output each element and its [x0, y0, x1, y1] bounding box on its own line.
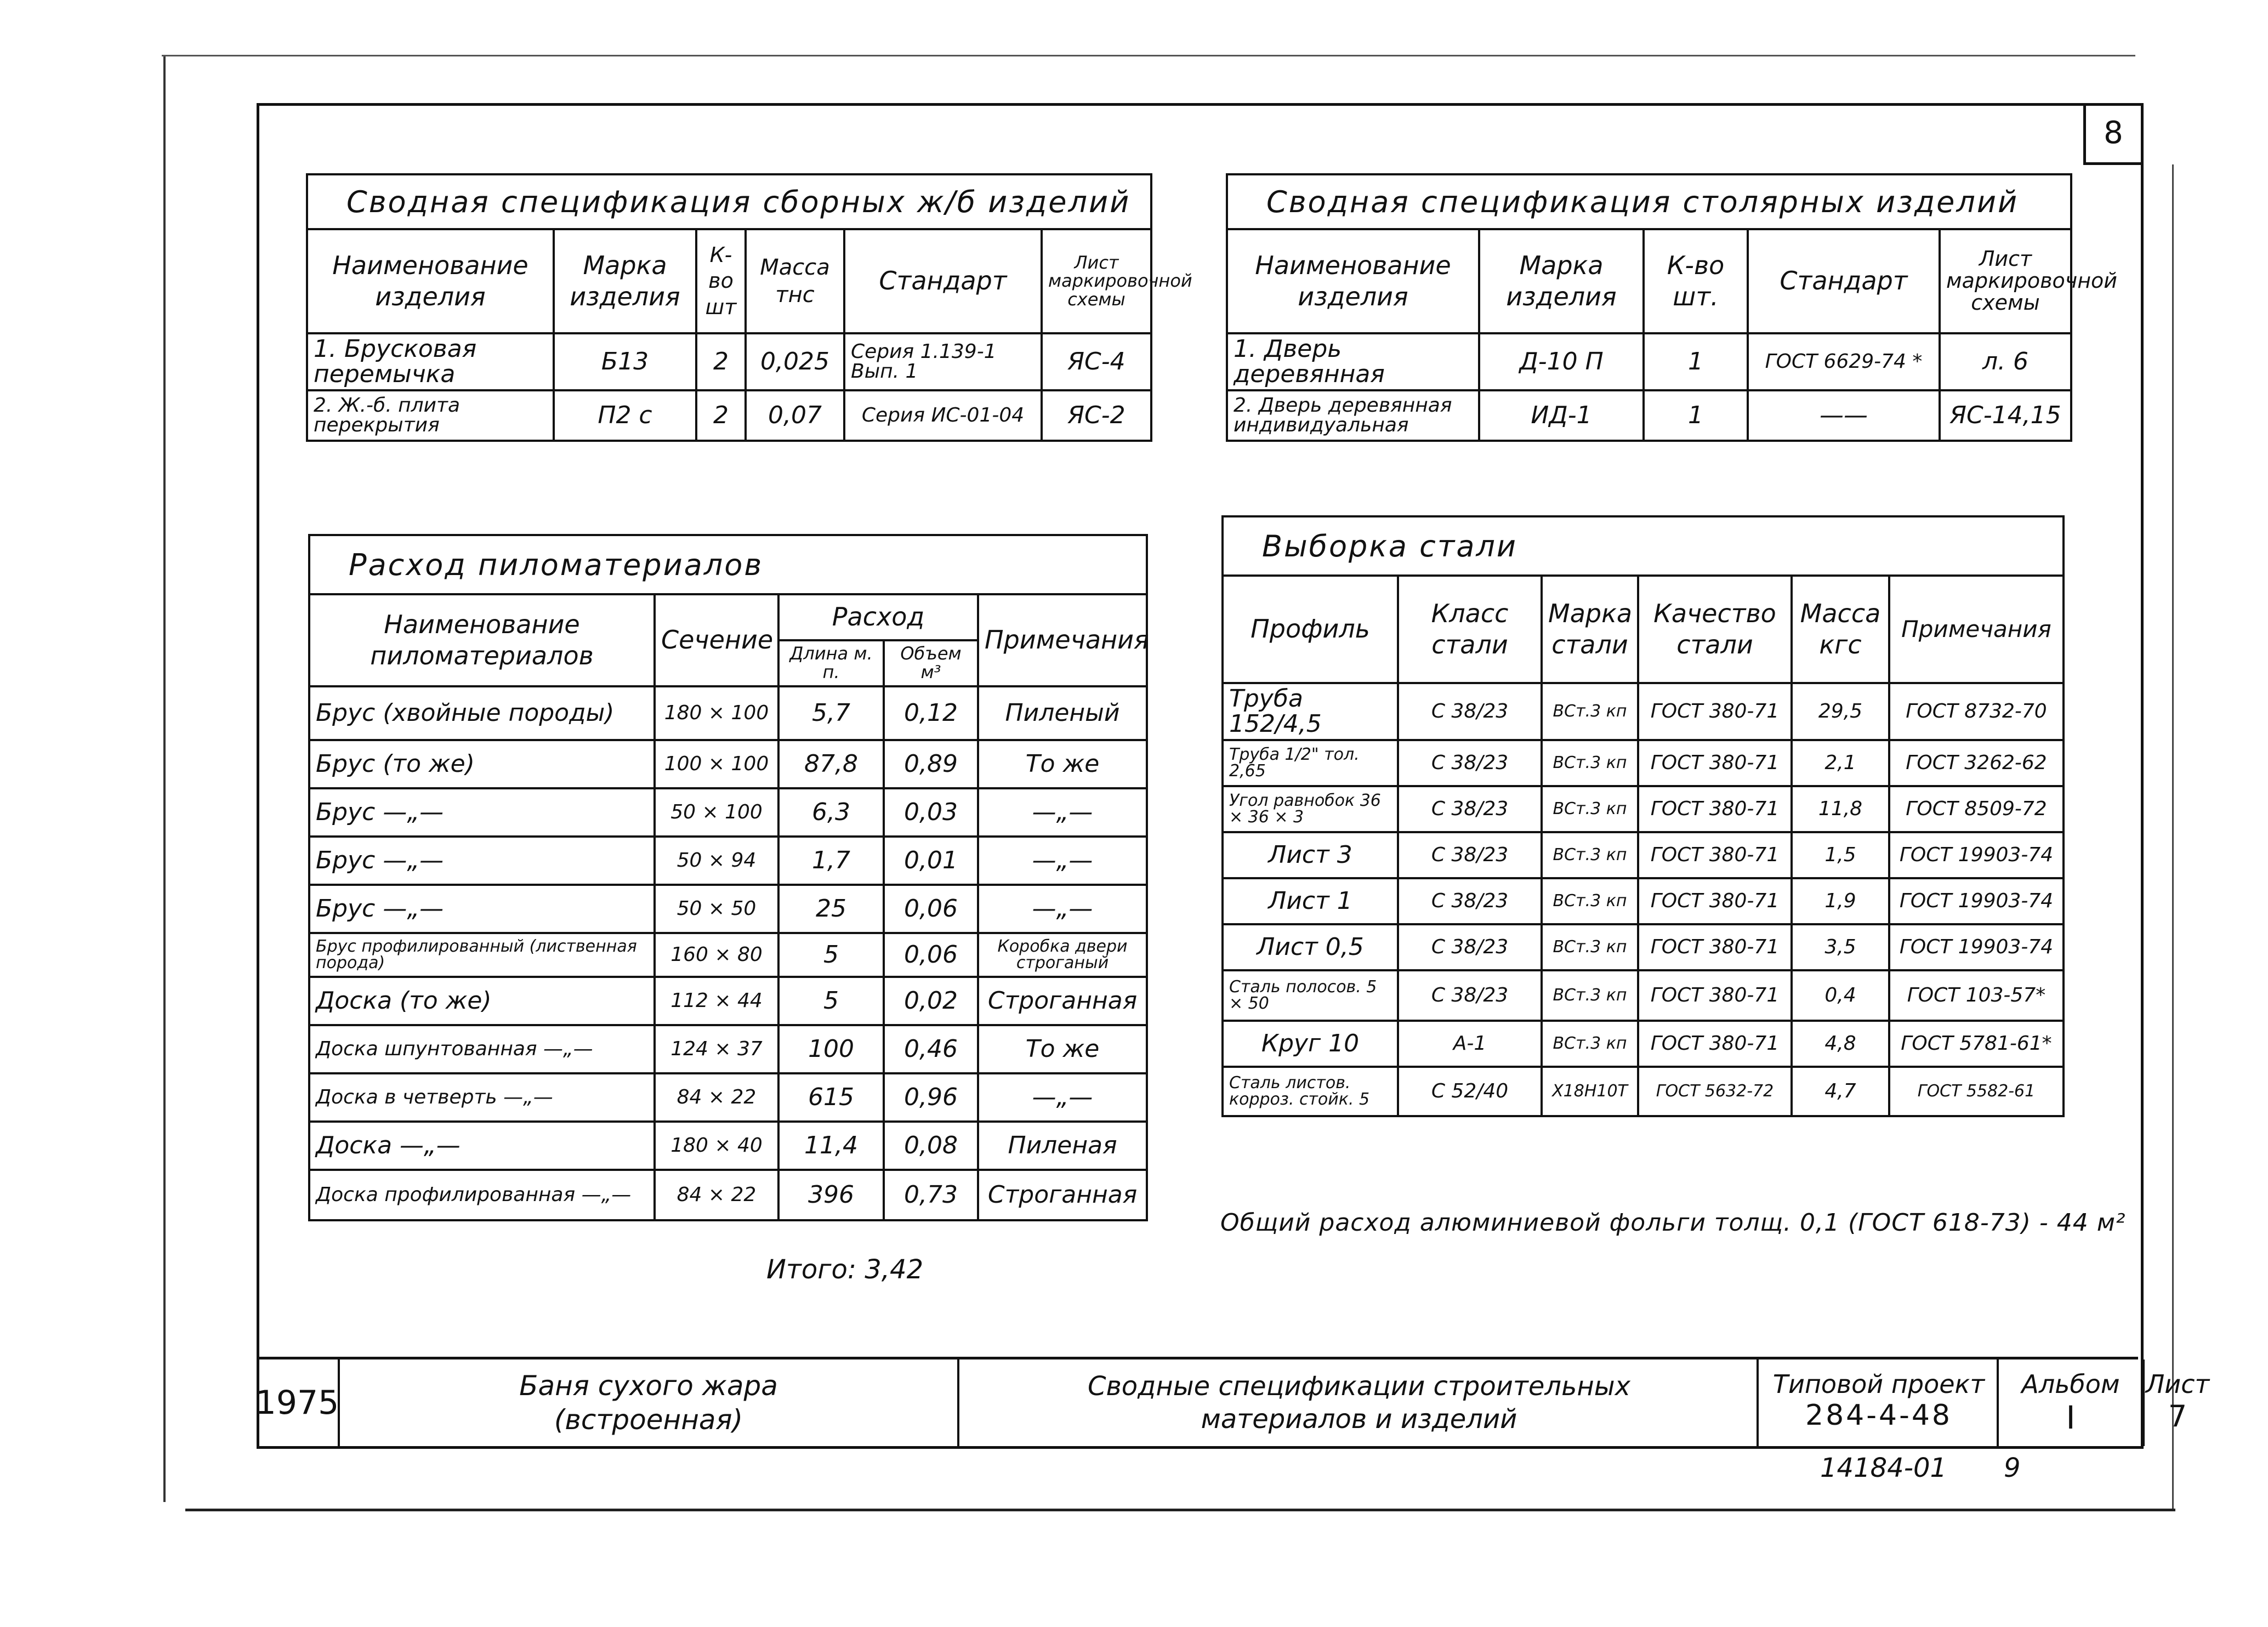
joinery-h-sheet: Лист маркировочной схемы	[1940, 229, 2071, 333]
table-row	[1223, 1067, 2064, 1116]
cell: ——	[1748, 390, 1940, 441]
cell: 2. Ж.-б. плита перекрытия	[307, 390, 554, 441]
cell: ВСт.3 кп	[1542, 740, 1638, 786]
table-row	[1227, 333, 2071, 390]
joinery-h-qty: К-во шт.	[1644, 229, 1748, 333]
cell: Брус —„—	[309, 837, 655, 885]
cell: —„—	[978, 1073, 1147, 1122]
cell: 25	[778, 885, 884, 933]
steel-title: Выборка стали	[1223, 516, 2064, 576]
title-block-sheet	[2145, 1359, 2210, 1446]
lumber-h-note: Примечания	[978, 594, 1147, 686]
cell: 1	[1644, 333, 1748, 390]
cell: ГОСТ 380-71	[1638, 740, 1792, 786]
cell: С 38/23	[1398, 683, 1542, 740]
lumber-title: Расход пиломатериалов	[309, 535, 1147, 594]
table-row	[1223, 832, 2064, 878]
table-row	[307, 390, 1151, 441]
cell: 180 × 100	[655, 686, 778, 740]
cell: ГОСТ 6629-74 *	[1748, 333, 1940, 390]
cell: 4,7	[1792, 1067, 1889, 1116]
cell: 2. Дверь деревянная индивидуальная	[1227, 390, 1479, 441]
cell: ГОСТ 380-71	[1638, 878, 1792, 924]
cell: —„—	[978, 837, 1147, 885]
album-value: I	[2066, 1399, 2076, 1436]
cell: 84 × 22	[655, 1073, 778, 1122]
table-row	[309, 1025, 1147, 1073]
project-number: 284-4-48	[1805, 1399, 1953, 1432]
cell: Строганная	[978, 977, 1147, 1025]
cell: ВСт.3 кп	[1542, 1021, 1638, 1067]
steel-h-profile: Профиль	[1223, 576, 1398, 683]
cell: С 38/23	[1398, 832, 1542, 878]
cell: С 38/23	[1398, 878, 1542, 924]
lumber-h-name: Наименование пиломатериалов	[309, 594, 655, 686]
top-border-line	[162, 55, 2135, 56]
cell: 0,12	[884, 686, 978, 740]
table-row	[309, 788, 1147, 837]
cell: 50 × 50	[655, 885, 778, 933]
cell: ГОСТ 103-57*	[1889, 970, 2064, 1021]
cell: Лист 1	[1223, 878, 1398, 924]
lumber-h-length: Длина м. п.	[778, 640, 884, 686]
cell: 396	[778, 1170, 884, 1220]
joinery-title: Сводная спецификация столярных изделий	[1227, 174, 2071, 229]
cell: 1,5	[1792, 832, 1889, 878]
cell: 11,4	[778, 1122, 884, 1170]
cell: —„—	[978, 885, 1147, 933]
cell: Доска —„—	[309, 1122, 655, 1170]
cell: ГОСТ 380-71	[1638, 970, 1792, 1021]
cell: 0,025	[746, 333, 844, 390]
lumber-h-section: Сечение	[655, 594, 778, 686]
precast-h-standard: Стандарт	[844, 229, 1042, 333]
table-row	[307, 333, 1151, 390]
table-row	[1223, 683, 2064, 740]
cell: ГОСТ 5781-61*	[1889, 1021, 2064, 1067]
table-row	[309, 1073, 1147, 1122]
steel-h-note: Примечания	[1889, 576, 2064, 683]
sheet-value: 7	[2168, 1399, 2187, 1433]
cell: То же	[978, 1025, 1147, 1073]
cell: 0,07	[746, 390, 844, 441]
joinery-h-name: Наименование изделия	[1227, 229, 1479, 333]
cell: —„—	[978, 788, 1147, 837]
cell: ВСт.3 кп	[1542, 878, 1638, 924]
cell: 160 × 80	[655, 933, 778, 977]
cell: 2	[696, 390, 746, 441]
lumber-total: Итого: 3,42	[766, 1254, 924, 1285]
cell: Доска профилированная —„—	[309, 1170, 655, 1220]
cell: Брус (хвойные породы)	[309, 686, 655, 740]
cell: То же	[978, 740, 1147, 788]
steel-h-class: Класс стали	[1398, 576, 1542, 683]
steel-h-mark: Марка стали	[1542, 576, 1638, 683]
archive-number: 14184-01	[1820, 1453, 1947, 1483]
cell: 1,9	[1792, 878, 1889, 924]
precast-h-sheet: Лист маркировочной схемы	[1042, 229, 1151, 333]
cell: 180 × 40	[655, 1122, 778, 1170]
title-block-description: Сводные спецификации строительных материалов и изделий	[962, 1359, 1759, 1446]
table-row	[1223, 740, 2064, 786]
table-row	[309, 933, 1147, 977]
cell: 0,96	[884, 1073, 978, 1122]
cell: С 38/23	[1398, 740, 1542, 786]
table-row	[1227, 390, 2071, 441]
cell: Брус профилированный (лиственная порода)	[309, 933, 655, 977]
cell: П2 с	[554, 390, 696, 441]
cell: ГОСТ 380-71	[1638, 924, 1792, 970]
cell: Угол равнобок 36 × 36 × 3	[1223, 786, 1398, 832]
precast-h-qty: К-во шт	[696, 229, 746, 333]
cell: 3,5	[1792, 924, 1889, 970]
cell: 0,06	[884, 885, 978, 933]
cell: ЯС-4	[1042, 333, 1151, 390]
title-block-project	[1761, 1359, 1999, 1446]
lumber-h-consumption: Расход	[778, 594, 978, 640]
cell: 84 × 22	[655, 1170, 778, 1220]
cell: ЯС-2	[1042, 390, 1151, 441]
table-row	[1223, 970, 2064, 1021]
cell: 0,01	[884, 837, 978, 885]
cell: Круг 10	[1223, 1021, 1398, 1067]
cell: ГОСТ 8509-72	[1889, 786, 2064, 832]
table-row	[309, 977, 1147, 1025]
cell: 5,7	[778, 686, 884, 740]
cell: Коробка двери строганый	[978, 933, 1147, 977]
lumber-h-volume: Объем м³	[884, 640, 978, 686]
table-row	[309, 1122, 1147, 1170]
cell: 0,06	[884, 933, 978, 977]
cell: ВСт.3 кп	[1542, 832, 1638, 878]
foil-note: Общий расход алюминиевой фольги толщ. 0,1 (ГОСТ 618-73) - 44 м²	[1220, 1209, 2126, 1237]
cell: ВСт.3 кп	[1542, 683, 1638, 740]
table-row	[1223, 878, 2064, 924]
cell: ГОСТ 8732-70	[1889, 683, 2064, 740]
album-label: Альбом	[2021, 1369, 2120, 1399]
cell: Б13	[554, 333, 696, 390]
cell: ГОСТ 19903-74	[1889, 878, 2064, 924]
cell: С 38/23	[1398, 924, 1542, 970]
steel-table	[1221, 515, 2065, 1117]
cell: 615	[778, 1073, 884, 1122]
cell: Х18Н10Т	[1542, 1067, 1638, 1116]
cell: 50 × 94	[655, 837, 778, 885]
cell: ГОСТ 5632-72	[1638, 1067, 1792, 1116]
precast-h-name: Наименование изделия	[307, 229, 554, 333]
cell: Сталь листов. корроз. стойк. 5	[1223, 1067, 1398, 1116]
table-row	[1223, 924, 2064, 970]
table-row	[309, 740, 1147, 788]
cell: Доска в четверть —„—	[309, 1073, 655, 1122]
cell: 5	[778, 977, 884, 1025]
sheet-label: Лист	[2145, 1369, 2210, 1399]
table-row	[1223, 786, 2064, 832]
joinery-h-mark: Марка изделия	[1479, 229, 1644, 333]
cell: 87,8	[778, 740, 884, 788]
cell: 6,3	[778, 788, 884, 837]
binding-line	[163, 55, 166, 1502]
cell: 1. Дверь деревянная	[1227, 333, 1479, 390]
precast-spec-table	[306, 173, 1192, 442]
table-row	[1223, 1021, 2064, 1067]
cell: 124 × 37	[655, 1025, 778, 1073]
cell: 100	[778, 1025, 884, 1073]
cell: 1. Брусковая перемычка	[307, 333, 554, 390]
cell: Доска шпунтованная —„—	[309, 1025, 655, 1073]
title-block-object: Баня сухого жара (встроенная)	[340, 1359, 959, 1446]
sheet-tag: 8	[2083, 103, 2144, 165]
cell: ГОСТ 5582-61	[1889, 1067, 2064, 1116]
cell: 29,5	[1792, 683, 1889, 740]
bottom-border-line	[185, 1509, 2175, 1511]
cell: ГОСТ 3262-62	[1889, 740, 2064, 786]
cell: 0,4	[1792, 970, 1889, 1021]
cell: 0,08	[884, 1122, 978, 1170]
cell: 100 × 100	[655, 740, 778, 788]
table-row	[309, 686, 1147, 740]
cell: Д-10 П	[1479, 333, 1644, 390]
cell: 0,73	[884, 1170, 978, 1220]
cell: Доска (то же)	[309, 977, 655, 1025]
cell: 0,03	[884, 788, 978, 837]
cell: Лист 3	[1223, 832, 1398, 878]
precast-title: Сводная спецификация сборных ж/б изделий	[307, 174, 1151, 229]
cell: Брус (то же)	[309, 740, 655, 788]
cell: Брус —„—	[309, 788, 655, 837]
cell: Строганная	[978, 1170, 1147, 1220]
cell: 0,46	[884, 1025, 978, 1073]
cell: Пиленая	[978, 1122, 1147, 1170]
steel-h-quality: Качество стали	[1638, 576, 1792, 683]
archive-page: 9	[2004, 1453, 2021, 1483]
cell: 2,1	[1792, 740, 1889, 786]
cell: 112 × 44	[655, 977, 778, 1025]
title-block	[255, 1357, 2210, 1446]
cell: ГОСТ 380-71	[1638, 832, 1792, 878]
cell: ГОСТ 19903-74	[1889, 924, 2064, 970]
cell: Труба 1/2" тол. 2,65	[1223, 740, 1398, 786]
title-block-year: 1975	[257, 1359, 340, 1446]
cell: 2	[696, 333, 746, 390]
steel-h-mass: Масса кгс	[1792, 576, 1889, 683]
table-row	[309, 885, 1147, 933]
cell: Сталь полосов. 5 × 50	[1223, 970, 1398, 1021]
cell: ГОСТ 19903-74	[1889, 832, 2064, 878]
cell: Пиленый	[978, 686, 1147, 740]
right-border-line	[2172, 164, 2174, 1509]
cell: С 52/40	[1398, 1067, 1542, 1116]
cell: ВСт.3 кп	[1542, 786, 1638, 832]
cell: 1,7	[778, 837, 884, 885]
cell: ГОСТ 380-71	[1638, 683, 1792, 740]
table-row	[309, 837, 1147, 885]
cell: А-1	[1398, 1021, 1542, 1067]
cell: Серия 1.139-1 Вып. 1	[844, 333, 1042, 390]
precast-h-mass: Масса тнс	[746, 229, 844, 333]
cell: ВСт.3 кп	[1542, 924, 1638, 970]
cell: ИД-1	[1479, 390, 1644, 441]
cell: 0,89	[884, 740, 978, 788]
cell: Брус —„—	[309, 885, 655, 933]
cell: ГОСТ 380-71	[1638, 1021, 1792, 1067]
cell: 11,8	[1792, 786, 1889, 832]
cell: 5	[778, 933, 884, 977]
joinery-h-std: Стандарт	[1748, 229, 1940, 333]
precast-h-mark: Марка изделия	[554, 229, 696, 333]
cell: Лист 0,5	[1223, 924, 1398, 970]
project-label: Типовой проект	[1772, 1369, 1985, 1399]
cell: ГОСТ 380-71	[1638, 786, 1792, 832]
cell: Труба 152/4,5	[1223, 683, 1398, 740]
title-block-album	[1999, 1359, 2145, 1446]
cell: л. 6	[1940, 333, 2071, 390]
lumber-table	[308, 534, 1148, 1221]
cell: Серия ИС-01-04	[844, 390, 1042, 441]
cell: ВСт.3 кп	[1542, 970, 1638, 1021]
joinery-spec-table	[1226, 173, 2117, 442]
table-row	[309, 1170, 1147, 1220]
cell: 50 × 100	[655, 788, 778, 837]
cell: 4,8	[1792, 1021, 1889, 1067]
cell: 0,02	[884, 977, 978, 1025]
cell: 1	[1644, 390, 1748, 441]
cell: С 38/23	[1398, 786, 1542, 832]
cell: С 38/23	[1398, 970, 1542, 1021]
cell: ЯС-14,15	[1940, 390, 2071, 441]
